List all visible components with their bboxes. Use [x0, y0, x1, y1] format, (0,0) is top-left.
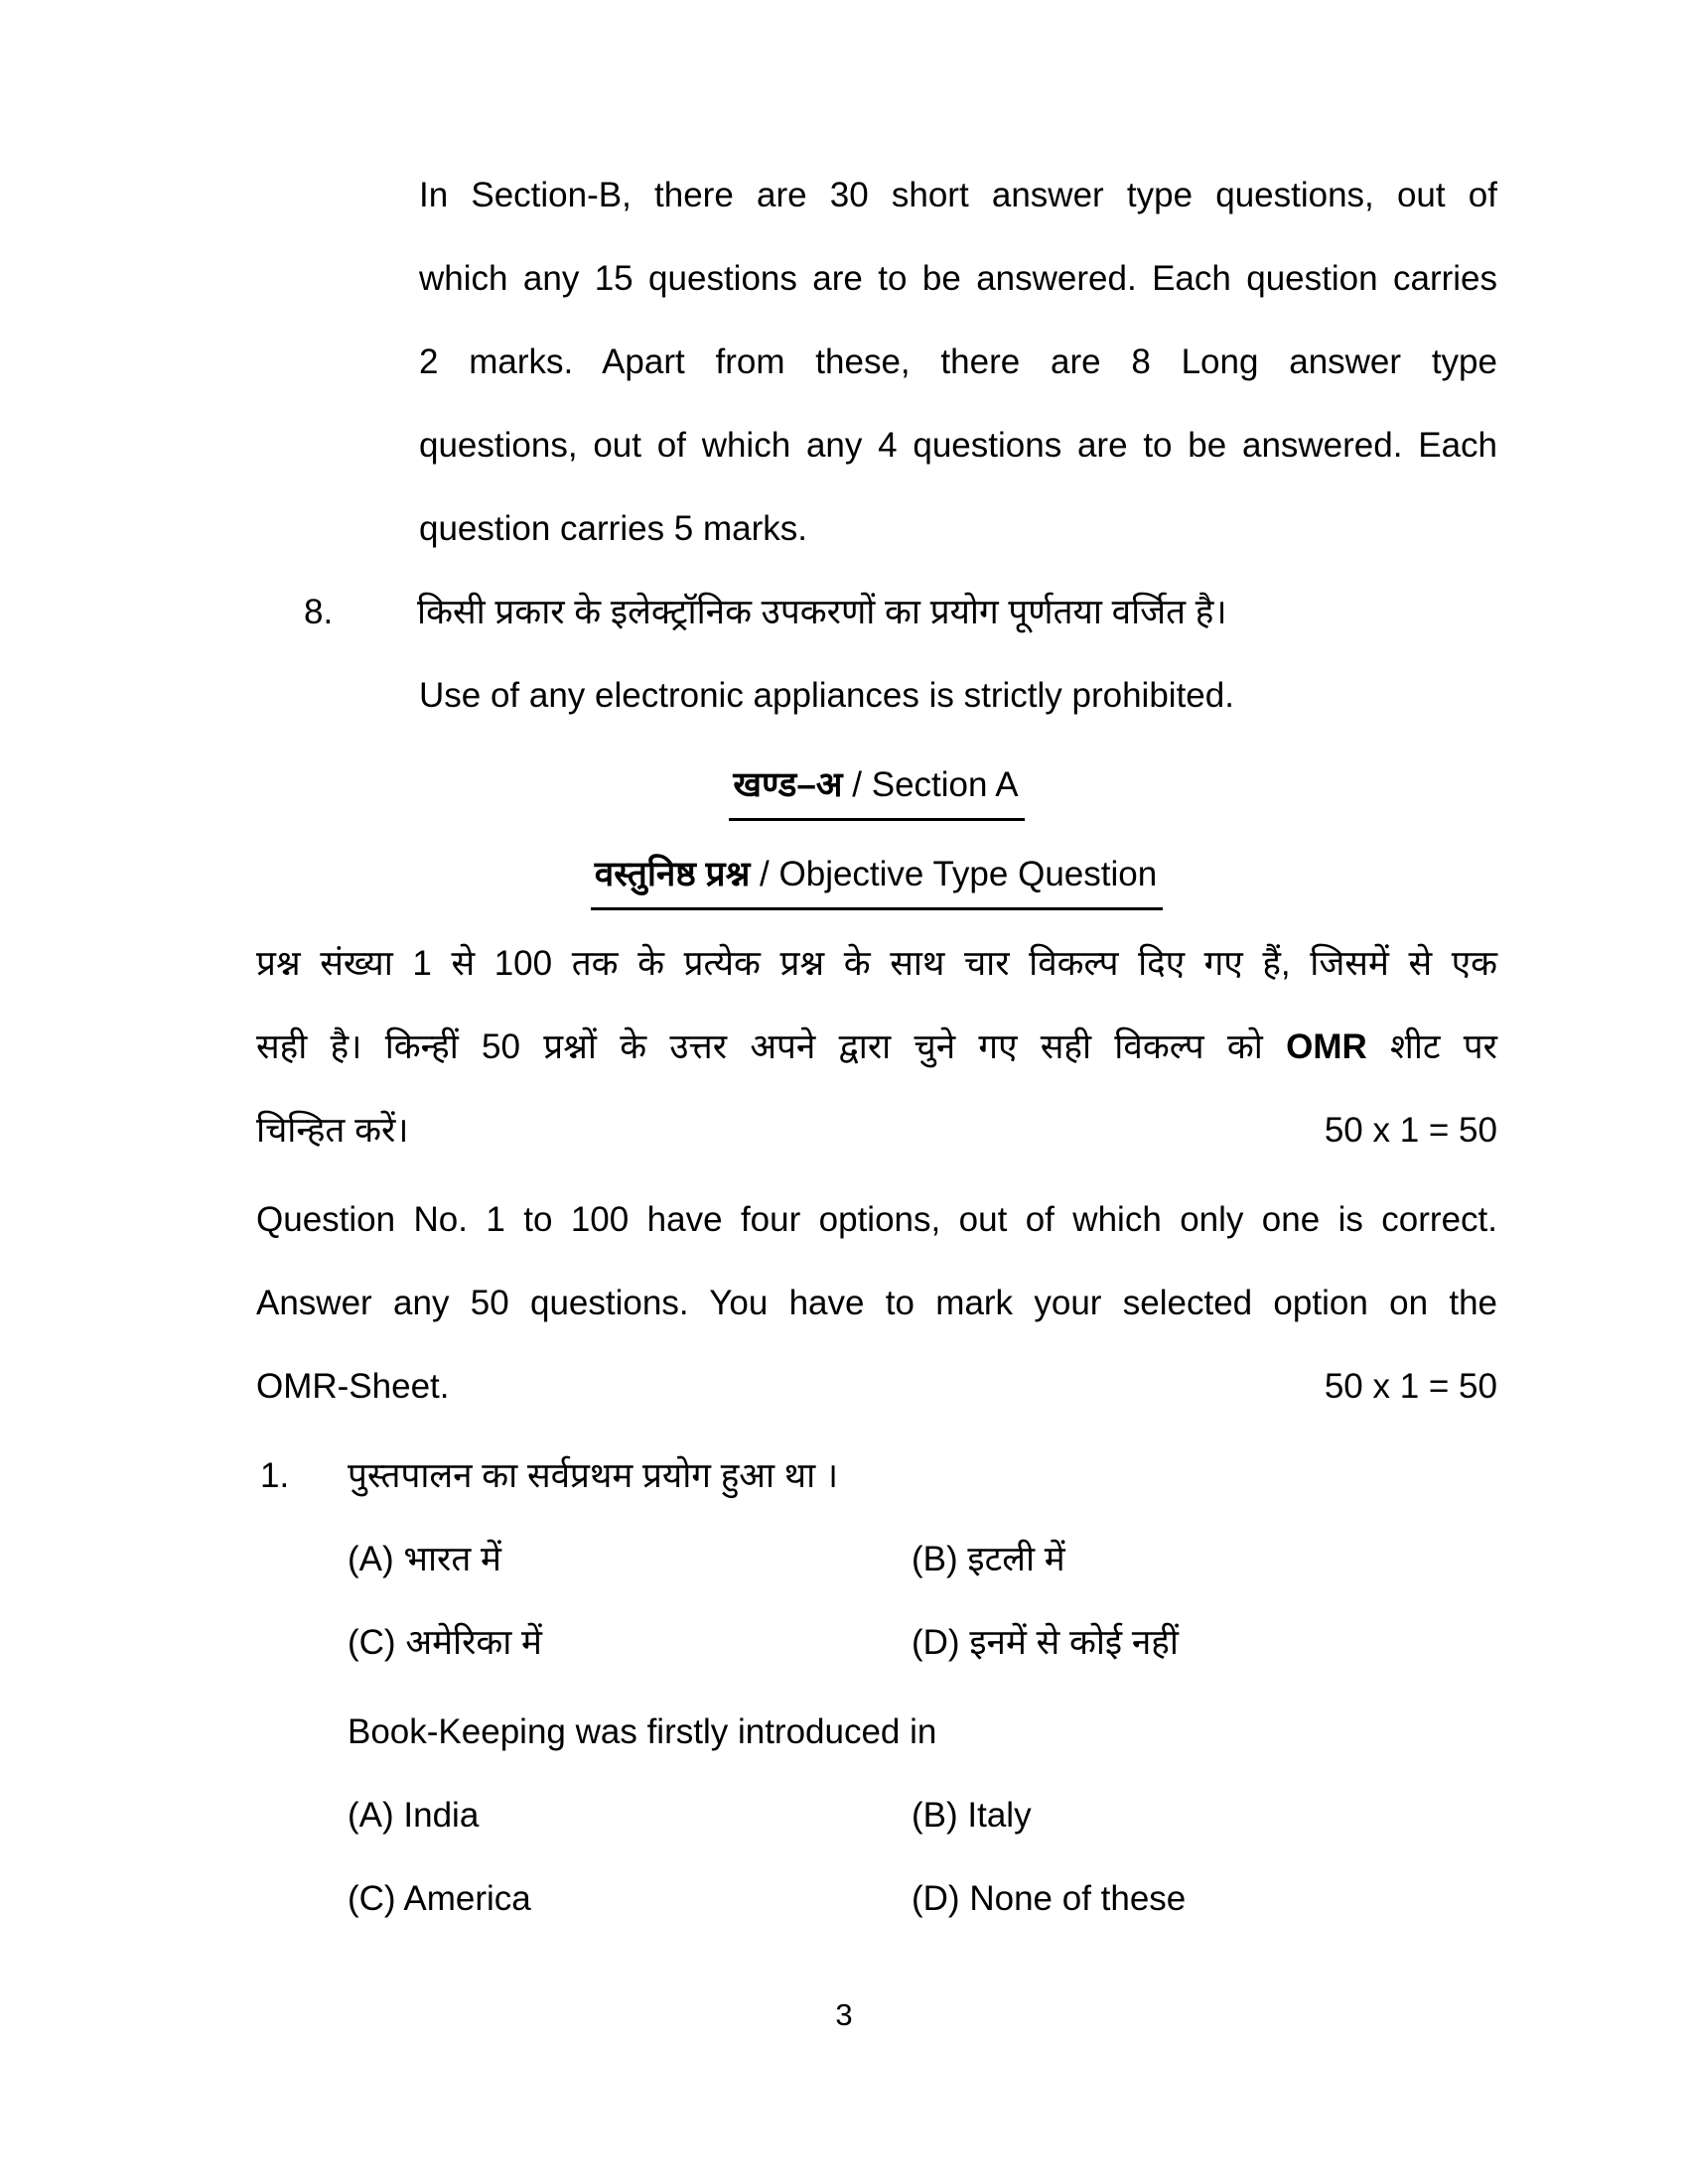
option-label: (C) [348, 1623, 396, 1662]
option-a-english [348, 1774, 912, 1857]
note-hindi-tail: चिन्हित करें। [256, 1111, 409, 1150]
instruction-line: question carries 5 marks. [419, 509, 807, 548]
omr-label: OMR [1286, 1027, 1367, 1066]
section-a-heading-underline [729, 754, 1024, 821]
question-1-hindi-options-row-1 [348, 1518, 1497, 1601]
page-number: 3 [835, 1997, 853, 2032]
question-1-hindi-options-row-2 [348, 1601, 1497, 1685]
note-line-hindi: प्रश्न संख्या 1 से 100 तक के प्रत्येक प्रश्न के साथ चार विकल्प दिए गए हैं, जिसमें से एक [256, 944, 1497, 983]
instruction-7-continuation [419, 154, 1497, 571]
option-b-english [912, 1774, 1497, 1857]
option-text: India [403, 1796, 480, 1835]
objective-heading-english: Objective Type Question [778, 855, 1158, 893]
instruction-line: questions, out of which any 4 questions are to be answered. Each [419, 426, 1497, 465]
question-1 [260, 1434, 1497, 1518]
question-1-number: 1. [260, 1456, 290, 1495]
instruction-line: In Section-B, there are 30 short answer type questions, out of [419, 176, 1497, 214]
instruction-line: 2 marks. Apart from these, there are 8 Long answer type [419, 342, 1497, 381]
option-label: (A) [348, 1796, 394, 1835]
option-label: (A) [348, 1540, 394, 1578]
section-a-heading [256, 744, 1497, 827]
option-d-english [912, 1857, 1497, 1941]
question-1-text-english: Book-Keeping was firstly introduced in [348, 1712, 937, 1751]
option-text: भारत में [403, 1540, 501, 1578]
note-line-english: Answer any 50 questions. You have to mark your selected option on the [256, 1284, 1497, 1322]
note-last-line-hindi [256, 1089, 1497, 1172]
option-text: अमेरिका में [405, 1623, 542, 1662]
option-label: (B) [912, 1796, 958, 1835]
note-english-tail: OMR-Sheet. [256, 1367, 450, 1406]
marks-value: 50 x 1 = 50 [1324, 1111, 1497, 1150]
option-c-hindi [348, 1601, 912, 1685]
instruction-8-number: 8. [304, 593, 334, 631]
marks-value: 50 x 1 = 50 [1324, 1367, 1497, 1406]
option-c-english [348, 1857, 912, 1941]
question-1-english-options-row-1 [348, 1774, 1497, 1857]
option-label: (D) [912, 1879, 960, 1918]
instruction-8-text-hindi: किसी प्रकार के इलेक्ट्रॉनिक उपकरणों का प्रयोग पूर्णतया वर्जित है। [417, 593, 1227, 631]
option-b-hindi [912, 1518, 1497, 1601]
question-1-text-hindi: पुस्तपालन का सर्वप्रथम प्रयोग हुआ था । [348, 1456, 839, 1495]
section-heading-hindi: खण्ड–अ [733, 765, 843, 804]
objective-type-heading [256, 833, 1497, 916]
objective-type-heading-underline [591, 844, 1163, 910]
instruction-8 [304, 571, 1497, 654]
objective-heading-separator: / [750, 855, 779, 893]
option-d-hindi [912, 1601, 1497, 1685]
instruction-8-text-english: Use of any electronic appliances is strictly prohibited. [419, 676, 1234, 715]
note-hindi-before-omr: सही है। किन्हीं 50 प्रश्नों के उत्तर अपने द्वारा चुने गए सही विकल्प को [256, 1027, 1263, 1066]
note-hindi-after-omr: शीट पर [1390, 1027, 1497, 1066]
option-label: (D) [912, 1623, 960, 1662]
option-a-hindi [348, 1518, 912, 1601]
section-heading-english: Section A [871, 765, 1019, 804]
objective-heading-hindi: वस्तुनिष्ठ प्रश्न [594, 855, 751, 893]
objective-note-hindi [256, 922, 1497, 1172]
note-last-line-english [256, 1345, 1497, 1429]
option-label: (B) [912, 1540, 958, 1578]
option-text: इटली में [967, 1540, 1065, 1578]
section-heading-separator: / [842, 765, 872, 804]
option-text: None of these [969, 1879, 1187, 1918]
instruction-line: which any 15 questions are to be answered. Each question carries [419, 259, 1497, 298]
note-line-hindi [256, 1006, 1497, 1089]
option-text: America [403, 1879, 531, 1918]
question-1-english-options-row-2 [348, 1857, 1497, 1941]
option-label: (C) [348, 1879, 396, 1918]
objective-note-english [256, 1178, 1497, 1429]
option-text: इनमें से कोई नहीं [969, 1623, 1179, 1662]
note-line-english: Question No. 1 to 100 have four options, out of which only one is correct. [256, 1200, 1497, 1239]
option-text: Italy [967, 1796, 1032, 1835]
